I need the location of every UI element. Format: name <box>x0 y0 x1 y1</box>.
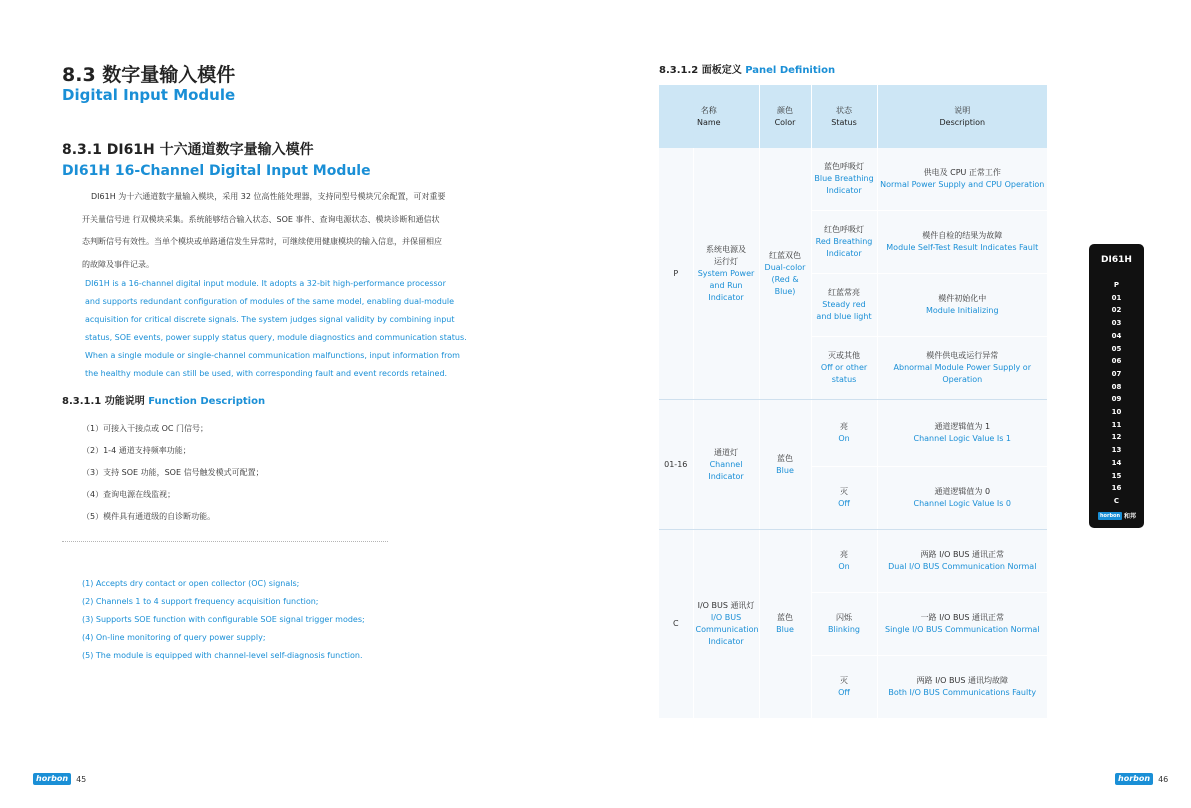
description-cell <box>877 211 1047 274</box>
status-zh: 红蓝常亮 <box>828 288 861 297</box>
status-cell <box>811 337 877 400</box>
function-list-en <box>82 575 365 665</box>
status-cell <box>811 211 877 274</box>
horbon-logo: horbon <box>33 773 71 785</box>
intro-line-en: and supports redundant configuration of modules of the same model, enabling dual-module <box>85 297 455 306</box>
indicator-color <box>759 400 811 530</box>
header-color-en: Color <box>774 117 796 127</box>
indicator-color-en: Dual-color (Red & Blue) <box>764 262 806 296</box>
header-name-en: Name <box>696 117 721 127</box>
header-status <box>811 85 877 148</box>
function-item-zh: （1）可接入干接点或 OC 门信号； <box>82 424 209 433</box>
function-item-zh: （2）1-4 通道支持频率功能； <box>82 446 191 455</box>
badge-label: 02 <box>1111 306 1122 315</box>
badge-label: 15 <box>1111 471 1122 480</box>
intro-line-zh: 的故障及事件记录。 <box>82 259 154 269</box>
description-cell <box>877 274 1047 337</box>
function-item-zh: （3）支持 SOE 功能，SOE 信号触发模式可配置； <box>82 468 264 477</box>
status-en: Off <box>838 499 850 508</box>
indicator-id: C <box>659 530 693 719</box>
badge-label: 08 <box>1111 382 1122 391</box>
status-en: Blue Breathing Indicator <box>814 174 874 195</box>
dotted-divider <box>62 541 388 542</box>
description-cell <box>877 530 1047 593</box>
function-item-en: (2) Channels 1 to 4 support frequency acquisition function; <box>82 597 319 606</box>
intro-paragraph-zh <box>82 186 494 276</box>
badge-label: 03 <box>1111 319 1122 328</box>
intro-line-en: acquisition for critical discrete signals. The system judges signal validity by combining input <box>85 315 455 324</box>
table-row <box>659 530 1047 593</box>
description-zh: 供电及 CPU 正常工作 <box>923 168 1001 177</box>
page-title-en: Digital Input Module <box>62 86 236 104</box>
status-cell <box>811 593 877 656</box>
intro-line-zh: 开关量信号进 行双模块采集。系统能够结合输入状态、SOE 事件、查询电源状态、模块诊断和通信状 <box>82 214 440 224</box>
status-zh: 灭或其他 <box>828 351 861 360</box>
status-en: On <box>838 434 850 443</box>
header-status-zh: 状态 <box>836 105 853 115</box>
badge-label: 09 <box>1111 395 1122 404</box>
left-footer <box>33 773 86 785</box>
panel-heading-zh: 8.3.1.2 面板定义 <box>659 65 742 76</box>
badge-label: 01 <box>1111 293 1122 302</box>
badge-indicator-labels <box>1089 279 1144 508</box>
indicator-name <box>693 530 759 719</box>
function-item-zh: （5）模件具有通道级的自诊断功能。 <box>82 512 216 521</box>
description-cell <box>877 337 1047 400</box>
table-header-row <box>659 85 1047 148</box>
intro-line-en: When a single module or single-channel communication malfunctions, input information from <box>85 351 460 360</box>
badge-model-name: DI61H <box>1101 255 1132 265</box>
status-en: Red Breathing Indicator <box>815 237 873 258</box>
intro-line-en: DI61H is a 16-channel digital input module. It adopts a 32-bit high-performance processor <box>85 279 446 288</box>
description-en: Normal Power Supply and CPU Operation <box>880 180 1045 189</box>
function-heading-zh: 8.3.1.1 功能说明 <box>62 396 145 407</box>
badge-label: 14 <box>1111 458 1122 467</box>
description-zh: 一路 I/O BUS 通讯正常 <box>920 613 1004 622</box>
header-name-zh: 名称 <box>700 105 717 115</box>
status-zh: 闪烁 <box>836 613 853 622</box>
status-zh: 蓝色呼吸灯 <box>824 162 865 171</box>
intro-line-zh: 态判断信号有效性。当单个模块或单路通信发生异常时，可继续使用健康模块的输入信息，并保留相应 <box>82 237 442 246</box>
header-description-en: Description <box>939 117 986 127</box>
indicator-color <box>759 530 811 719</box>
intro-line-en: the healthy module can still be used, with corresponding fault and event records retained. <box>85 369 448 378</box>
description-zh: 模件自检的结果为故障 <box>922 231 1003 240</box>
indicator-color-en: Blue <box>776 465 794 475</box>
header-color-zh: 颜色 <box>777 105 794 115</box>
badge-label: 12 <box>1111 433 1122 442</box>
indicator-name <box>693 148 759 400</box>
section-title-en: DI61H 16-Channel Digital Input Module <box>62 163 371 179</box>
status-zh: 灭 <box>840 676 849 685</box>
function-item-en: (1) Accepts dry contact or open collector (OC) signals; <box>82 579 300 588</box>
description-en: Channel Logic Value Is 0 <box>913 499 1012 508</box>
description-cell <box>877 656 1047 719</box>
table-row <box>659 400 1047 467</box>
badge-label: C <box>1113 496 1120 505</box>
badge-label: P <box>1113 281 1120 289</box>
indicator-name <box>693 400 759 530</box>
indicator-color-en: Blue <box>776 625 794 634</box>
description-en: Channel Logic Value Is 1 <box>913 434 1012 443</box>
section-title-zh: 8.3.1 DI61H 十六通道数字量输入模件 <box>62 142 314 158</box>
status-en: Blinking <box>828 625 861 634</box>
badge-label: 16 <box>1111 484 1122 493</box>
badge-brand <box>1098 511 1136 520</box>
description-zh: 通道逻辑值为 0 <box>934 487 991 496</box>
description-cell <box>877 593 1047 656</box>
indicator-id: 01-16 <box>659 400 693 530</box>
function-heading-en: Function Description <box>148 396 266 407</box>
status-en: Off or other status <box>820 363 868 384</box>
horbon-logo: horbon <box>1115 773 1153 785</box>
function-item-zh: （4）查询电源在线监视； <box>82 490 176 499</box>
function-item-en: (5) The module is equipped with channel-level self-diagnosis function. <box>82 651 363 660</box>
badge-label: 05 <box>1111 344 1122 353</box>
function-item-en: (4) On-line monitoring of query power supply; <box>82 633 266 642</box>
right-footer <box>1115 773 1168 785</box>
indicator-color <box>759 148 811 400</box>
status-cell <box>811 148 877 211</box>
panel-definition-heading <box>659 61 835 76</box>
status-en: Off <box>838 688 850 697</box>
panel-definition-table <box>659 85 1047 719</box>
badge-label: 04 <box>1111 331 1122 340</box>
badge-label: 10 <box>1111 408 1122 417</box>
badge-label: 06 <box>1111 357 1122 366</box>
description-cell <box>877 467 1047 530</box>
header-status-en: Status <box>831 117 857 127</box>
indicator-id: P <box>659 148 693 400</box>
page-number-right: 46 <box>1158 774 1169 784</box>
status-zh: 亮 <box>840 550 849 559</box>
status-cell <box>811 467 877 530</box>
description-zh: 通道逻辑值为 1 <box>934 422 991 431</box>
indicator-name-zh: 系统电源及运行灯 <box>706 244 746 266</box>
intro-line-zh: DI61H 为十六通道数字量输入模块，采用 32 位高性能处理器，支持同型号模块冗余配置，可对重要 <box>91 192 446 201</box>
header-name <box>659 85 759 148</box>
status-cell <box>811 274 877 337</box>
indicator-name-en: System Power and Run Indicator <box>697 268 755 302</box>
indicator-name-en: I/O BUS Communication Indicator <box>695 613 759 646</box>
badge-label: 07 <box>1111 369 1122 378</box>
indicator-color-zh: 红蓝双色 <box>769 250 802 260</box>
badge-brand-zh: 和邦 <box>1124 513 1137 520</box>
module-panel-badge <box>1089 244 1144 528</box>
status-zh: 灭 <box>840 487 849 496</box>
function-item-en: (3) Supports SOE function with configurable SOE signal trigger modes; <box>82 615 365 624</box>
description-cell <box>877 400 1047 467</box>
indicator-name-zh: I/O BUS 通讯灯 <box>697 601 755 610</box>
table-row <box>659 148 1047 211</box>
indicator-name-en: Channel Indicator <box>708 459 744 481</box>
status-cell <box>811 530 877 593</box>
status-en: On <box>838 562 850 571</box>
page-number-left: 45 <box>76 774 87 784</box>
page-title-zh: 8.3 数字量输入模件 <box>62 64 236 86</box>
status-cell <box>811 656 877 719</box>
panel-heading-en: Panel Definition <box>745 65 836 76</box>
header-description-zh: 说明 <box>954 105 971 115</box>
description-zh: 两路 I/O BUS 通讯均故障 <box>916 676 1008 685</box>
badge-label: 11 <box>1111 420 1122 429</box>
description-zh: 两路 I/O BUS 通讯正常 <box>920 550 1004 559</box>
description-en: Module Initializing <box>925 306 999 315</box>
status-zh: 亮 <box>840 422 849 431</box>
description-en: Both I/O BUS Communications Faulty <box>888 688 1037 697</box>
function-description-heading <box>62 392 265 407</box>
header-color <box>759 85 811 148</box>
status-zh: 红色呼吸灯 <box>824 225 865 234</box>
description-zh: 模件供电或运行异常 <box>926 351 999 360</box>
status-en: Steady red and blue light <box>816 300 872 321</box>
description-en: Abnormal Module Power Supply or Operation <box>893 363 1031 384</box>
function-list-zh <box>82 418 264 528</box>
status-cell <box>811 400 877 467</box>
intro-paragraph-en <box>85 275 497 383</box>
intro-line-en: status, SOE events, power supply status query, module diagnostics and communication status. <box>85 333 467 342</box>
badge-label: 13 <box>1111 446 1122 455</box>
indicator-color-zh: 蓝色 <box>777 453 794 463</box>
indicator-name-zh: 通道灯 <box>714 447 738 457</box>
badge-brand-logo: horbon <box>1100 512 1121 519</box>
description-en: Single I/O BUS Communication Normal <box>884 625 1040 634</box>
description-zh: 模件初始化中 <box>938 294 987 303</box>
indicator-color-zh: 蓝色 <box>777 613 794 622</box>
header-description <box>877 85 1047 148</box>
description-en: Dual I/O BUS Communication Normal <box>888 562 1037 571</box>
description-en: Module Self-Test Result Indicates Fault <box>886 243 1039 252</box>
description-cell <box>877 148 1047 211</box>
